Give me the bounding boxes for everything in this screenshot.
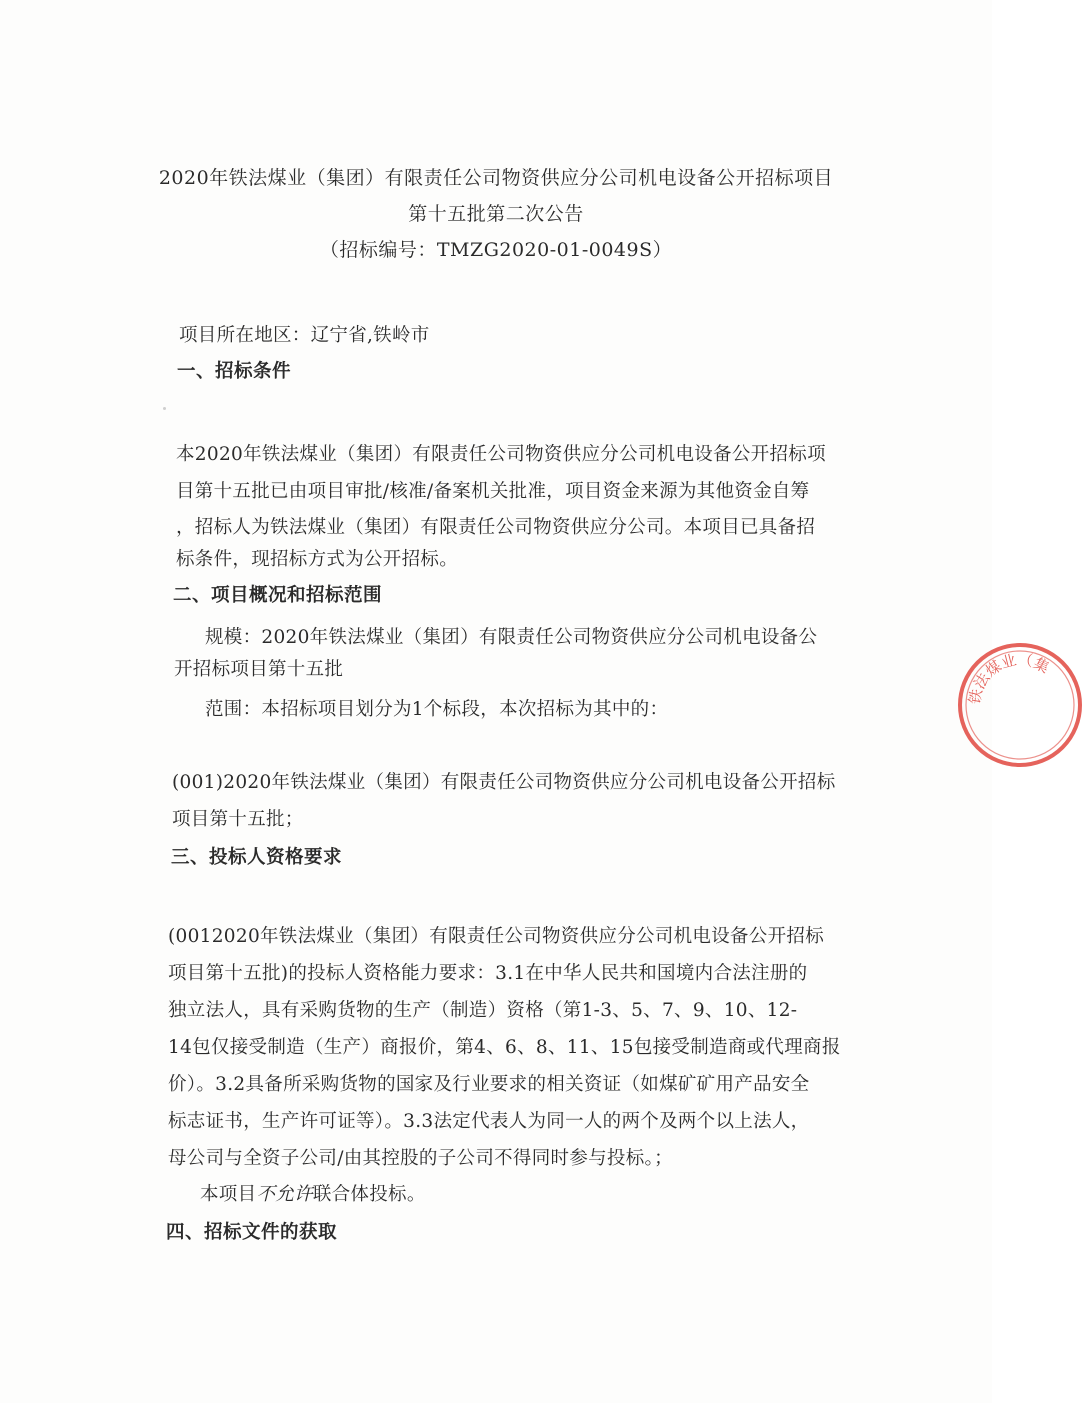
section-3-line-5: 价）。3.2具备所采购货物的国家及行业要求的相关资证（如煤矿矿用产品安全 — [168, 1074, 810, 1095]
section-3-line-4: 14包仅接受制造（生产）商报价，第4、6、8、11、15包接受制造商或代理商报 — [168, 1037, 841, 1058]
section-3-line-7: 母公司与全资子公司/由其控股的子公司不得同时参与投标。； — [168, 1148, 673, 1169]
lot-line-2: 项目第十五批； — [172, 809, 304, 830]
consortium-suffix: 联合体投标。 — [312, 1184, 426, 1205]
range-line: 范围：本招标项目划分为1个标段，本次招标为其中的： — [205, 699, 669, 720]
section-3-line-6: 标志证书，生产许可证等）。3.3法定代表人为同一人的两个及两个以上法人， — [168, 1111, 810, 1132]
scale-line-1: 规模：2020年铁法煤业（集团）有限责任公司物资供应分公司机电设备公 — [205, 627, 818, 648]
scan-speck — [163, 407, 166, 410]
consortium-not-allowed: 不允许 — [256, 1184, 313, 1205]
section-3-line-2: 项目第十五批)的投标人资格能力要求：3.1在中华人民共和国境内合法注册的 — [168, 963, 808, 984]
section-1-line-2: 目第十五批已由项目审批/核准/备案机关批准，项目资金来源为其他资金自筹 — [176, 481, 810, 502]
section-3-heading: 三、投标人资格要求 — [171, 847, 343, 868]
section-2-heading: 二、项目概况和招标范围 — [173, 585, 383, 606]
scale-line-2: 开招标项目第十五批 — [174, 659, 344, 680]
section-4-heading: 四、招标文件的获取 — [166, 1222, 338, 1243]
section-1-line-3: ，招标人为铁法煤业（集团）有限责任公司物资供应分公司。本项目已具备招 — [176, 517, 816, 538]
project-location: 项目所在地区：辽宁省,铁岭市 — [179, 325, 430, 346]
section-3-line-1: (0012020年铁法煤业（集团）有限责任公司物资供应分公司机电设备公开招标 — [168, 926, 825, 947]
consortium-line — [200, 1180, 426, 1206]
section-1-heading: 一、招标条件 — [177, 361, 292, 382]
company-seal-stamp — [955, 640, 1085, 770]
tender-number: （招标编号：TMZG2020-01-0049S） — [319, 239, 673, 261]
title-line-1: 2020年铁法煤业（集团）有限责任公司物资供应分公司机电设备公开招标项目 — [158, 167, 834, 189]
lot-line-1: (001)2020年铁法煤业（集团）有限责任公司物资供应分公司机电设备公开招标 — [172, 772, 836, 793]
consortium-prefix: 本项目 — [200, 1184, 257, 1205]
section-3-line-3: 独立法人，具有采购货物的生产（制造）资格（第1-3、5、7、9、10、12- — [168, 1000, 798, 1021]
section-1-line-1: 本2020年铁法煤业（集团）有限责任公司物资供应分公司机电设备公开招标项 — [176, 444, 826, 465]
svg-text:铁法煤业（集: 铁法煤业（集 — [965, 650, 1053, 706]
section-1-line-4: 标条件，现招标方式为公开招标。 — [176, 549, 459, 570]
title-line-2: 第十五批第二次公告 — [408, 203, 584, 225]
